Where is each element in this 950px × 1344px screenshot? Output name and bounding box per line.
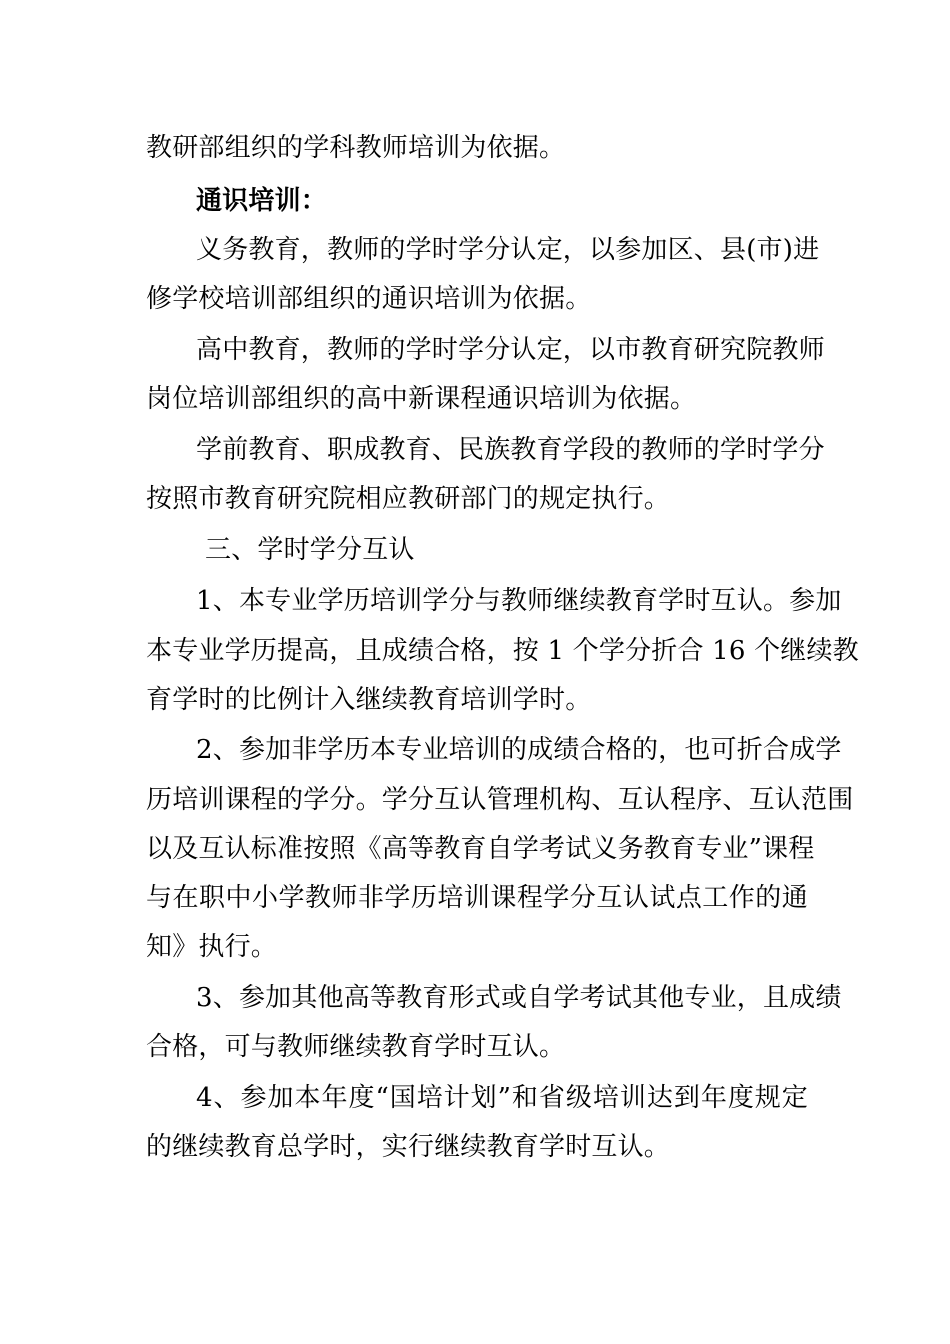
paragraph-line: 岗位培训部组织的高中新课程通识培训为依据。	[146, 384, 697, 414]
paragraph-line: 知》执行。	[146, 932, 278, 962]
paragraph-line: 高中教育，教师的学时学分认定，以市教育研究院教师	[196, 335, 825, 365]
paragraph-line: 合格，可与教师继续教育学时互认。	[146, 1032, 566, 1062]
section-heading-mutual-recognition: 三、学时学分互认	[205, 535, 415, 565]
paragraph-line: 育学时的比例计入继续教育培训学时。	[146, 685, 592, 715]
paragraph-line: 与在职中小学教师非学历培训课程学分互认试点工作的通	[146, 883, 808, 913]
paragraph-line: 1、本专业学历培训学分与教师继续教育学时互认。参加	[196, 586, 842, 616]
paragraph-line: 按照市教育研究院相应教研部门的规定执行。	[146, 484, 671, 514]
paragraph-line: 修学校培训部组织的通识培训为依据。	[146, 284, 592, 314]
paragraph-line: 的继续教育总学时，实行继续教育学时互认。	[146, 1132, 671, 1162]
paragraph-line: 教研部组织的学科教师培训为依据。	[146, 133, 566, 163]
paragraph-line: 4、参加本年度“国培计划”和省级培训达到年度规定	[196, 1083, 808, 1113]
paragraph-line: 历培训课程的学分。学分互认管理机构、互认程序、互认范围	[146, 785, 854, 815]
paragraph-line: 3、参加其他高等教育形式或自学考试其他专业，且成绩	[196, 983, 842, 1013]
paragraph-line: 2、参加非学历本专业培训的成绩合格的，也可折合成学	[196, 735, 842, 765]
paragraph-line: 学前教育、职成教育、民族教育学段的教师的学时学分	[196, 435, 825, 465]
paragraph-line: 以及互认标准按照《高等教育自学考试义务教育专业”课程	[146, 834, 815, 864]
paragraph-line: 义务教育，教师的学时学分认定，以参加区、县(市)进	[196, 235, 820, 265]
section-heading-general-training: 通识培训：	[196, 186, 328, 216]
paragraph-line: 本专业学历提高，且成绩合格，按 1 个学分折合 16 个继续教	[146, 636, 859, 666]
